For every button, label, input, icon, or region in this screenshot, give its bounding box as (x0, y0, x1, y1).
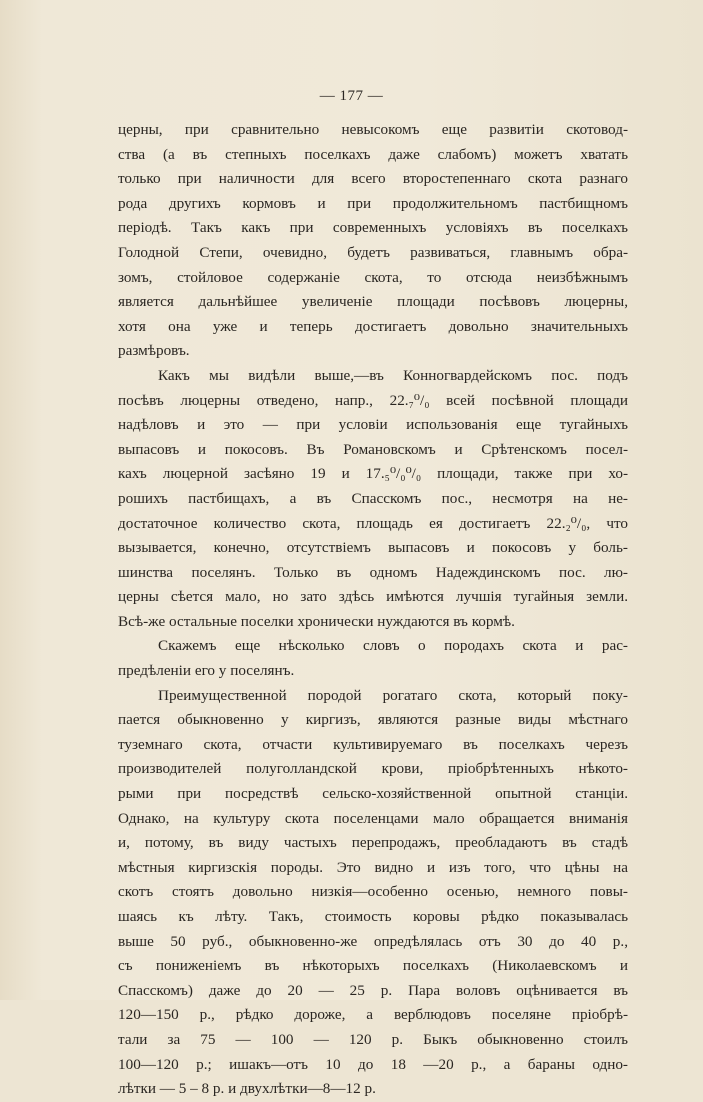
text-line: скотъ стоятъ довольно низкія—особенно осенью, немного повы- (118, 883, 628, 901)
paragraph-1 (118, 118, 628, 364)
text-line: пается обыкновенно у киргизъ, являются разные виды мѣстнаго (118, 711, 628, 729)
text-line: надѣловъ и это — при условіи использованія еще тугайныхъ (118, 416, 628, 434)
text-line: 120—150 р., рѣдко дороже, а верблюдовъ поселяне пріобрѣ- (118, 1006, 628, 1024)
text-line: Голодной Степи, очевидно, будетъ развиваться, главнымъ обра- (118, 243, 628, 261)
page-number: — 177 — (319, 88, 384, 104)
body-text (118, 118, 628, 1102)
text-line: Однако, на культуру скота поселенцами мало обращается вниманія (118, 809, 628, 827)
text-line: достаточное количество скота, площадь ея достигаетъ 22.₂⁰/₀, что (118, 514, 628, 532)
paragraph-4 (118, 684, 628, 1102)
paragraph-3 (118, 634, 628, 683)
text-line: лѣтки — 5 – 8 р. и двухлѣтки—8—12 р. (118, 1080, 376, 1098)
text-line: и, потому, въ виду частыхъ перепродажъ, преобладаютъ въ стадѣ (118, 834, 628, 852)
text-line: предѣленіи его у поселянъ. (118, 662, 295, 680)
text-line: туземнаго скота, отчасти культивируемаго въ поселкахъ черезъ (118, 735, 628, 753)
text-line: мѣстныя киргизскія породы. Это видно и изъ того, что цѣны на (118, 858, 628, 876)
text-line: тали за 75 — 100 — 120 р. Быкъ обыкновенно стоилъ (118, 1030, 628, 1048)
text-line: 100—120 р.; ишакъ—отъ 10 до 18 —20 р., а бараны одно- (118, 1055, 628, 1073)
text-line: Преимущественной породой рогатаго скота, который поку- (158, 686, 628, 704)
text-line: размѣровъ. (118, 342, 190, 360)
text-line: выше 50 руб., обыкновенно-же опредѣлялась отъ 30 до 40 р., (118, 932, 628, 950)
text-line: Всѣ-же остальные поселки хронически нуждаются въ кормѣ. (118, 612, 515, 630)
text-line: кахъ люцерной засѣяно 19 и 17.₅⁰/₀⁰/₀ площади, также при хо- (118, 465, 628, 483)
text-line: рошихъ пастбищахъ, а въ Спасскомъ пос., несмотря на не- (118, 489, 628, 507)
text-line: посѣвъ люцерны отведено, напр., 22.₇⁰/₀ всей посѣвной площади (118, 391, 628, 409)
text-line: является дальнѣйшее увеличеніе площади посѣвовъ люцерны, (118, 293, 628, 311)
text-line: ства (а въ степныхъ поселкахъ даже слабомъ) можетъ хватать (118, 145, 628, 163)
text-line: церны, при сравнительно невысокомъ еще развитіи скотовод- (118, 121, 628, 138)
text-line: только при наличности для всего второстепеннаго скота разнаго (118, 170, 628, 188)
text-line: рода другихъ кормовъ и при продолжительномъ пастбищномъ (118, 194, 628, 212)
text-line: періодѣ. Такъ какъ при современныхъ условіяхъ въ поселкахъ (118, 219, 628, 237)
text-line: рыми при посредствѣ сельско-хозяйственной опытной станціи. (118, 785, 628, 803)
text-line: Спасскомъ) даже до 20 — 25 р. Пара воловъ оцѣнивается въ (118, 981, 628, 999)
text-line: хотя она уже и теперь достигаетъ довольно значительныхъ (118, 317, 628, 335)
text-line: зомъ, стойловое содержаніе скота, то отсюда неизбѣжнымъ (118, 268, 628, 286)
paragraph-2 (118, 364, 628, 635)
text-line: съ пониженіемъ въ нѣкоторыхъ поселкахъ (Николаевскомъ и (118, 957, 628, 975)
text-line: шаясь къ лѣту. Такъ, стоимость коровы рѣдко показывалась (118, 908, 628, 925)
text-line: вызывается, конечно, отсутствіемъ выпасовъ и покосовъ у боль- (118, 539, 628, 557)
text-line: Скажемъ еще нѣсколько словъ о породахъ скота и рас- (158, 637, 628, 655)
text-line: производителей полуголландской крови, пріобрѣтенныхъ нѣкото- (118, 760, 628, 778)
text-line: выпасовъ и покосовъ. Въ Романовскомъ и Срѣтенскомъ посел- (118, 440, 628, 458)
text-line: шинства поселянъ. Только въ одномъ Надеждинскомъ пос. лю- (118, 563, 628, 581)
text-line: Какъ мы видѣли выше,—въ Конногвардейскомъ пос. подъ (158, 366, 628, 384)
text-line: церны сѣется мало, но зато здѣсь имѣются лучшія тугайныя земли. (118, 588, 628, 606)
